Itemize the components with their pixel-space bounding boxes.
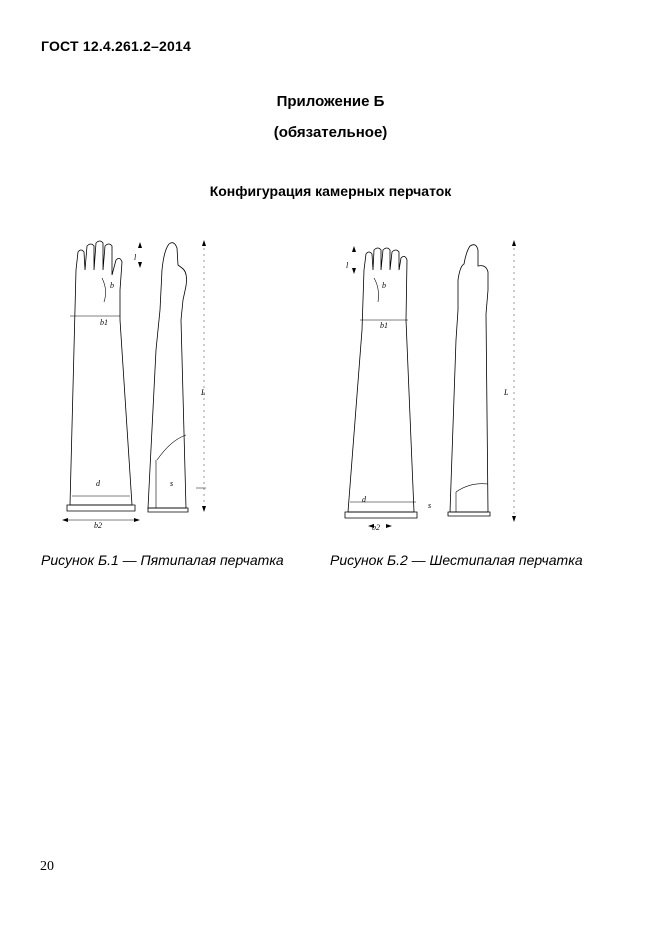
label-b: b <box>382 281 386 290</box>
label-b: b <box>110 281 114 290</box>
figure-caption-b1: Рисунок Б.1 — Пятипалая перчатка <box>41 552 284 568</box>
document-header: ГОСТ 12.4.261.2–2014 <box>41 38 191 54</box>
label-d: d <box>96 479 100 488</box>
figure-five-finger-glove <box>56 230 216 530</box>
label-l: l <box>346 261 349 270</box>
label-b2: b2 <box>372 523 380 530</box>
label-b1: b1 <box>100 318 108 327</box>
glove-drawing-five-finger <box>56 230 216 530</box>
figure-six-finger-glove <box>338 230 524 530</box>
page-number: 20 <box>40 859 54 874</box>
appendix-title: Приложение Б <box>276 93 385 110</box>
label-s: s <box>170 479 174 488</box>
label-d: d <box>362 495 366 504</box>
label-b1: b1 <box>380 321 388 330</box>
label-s: s <box>428 501 432 510</box>
glove-drawing-six-finger <box>338 230 524 530</box>
label-L: L <box>201 388 206 397</box>
label-b2: b2 <box>94 521 102 530</box>
label-l: l <box>134 253 137 262</box>
section-title: Конфигурация камерных перчаток <box>209 183 452 199</box>
figure-caption-b2: Рисунок Б.2 — Шестипалая перчатка <box>330 552 583 568</box>
appendix-subtitle: (обязательное) <box>273 124 388 141</box>
label-L: L <box>504 388 509 397</box>
